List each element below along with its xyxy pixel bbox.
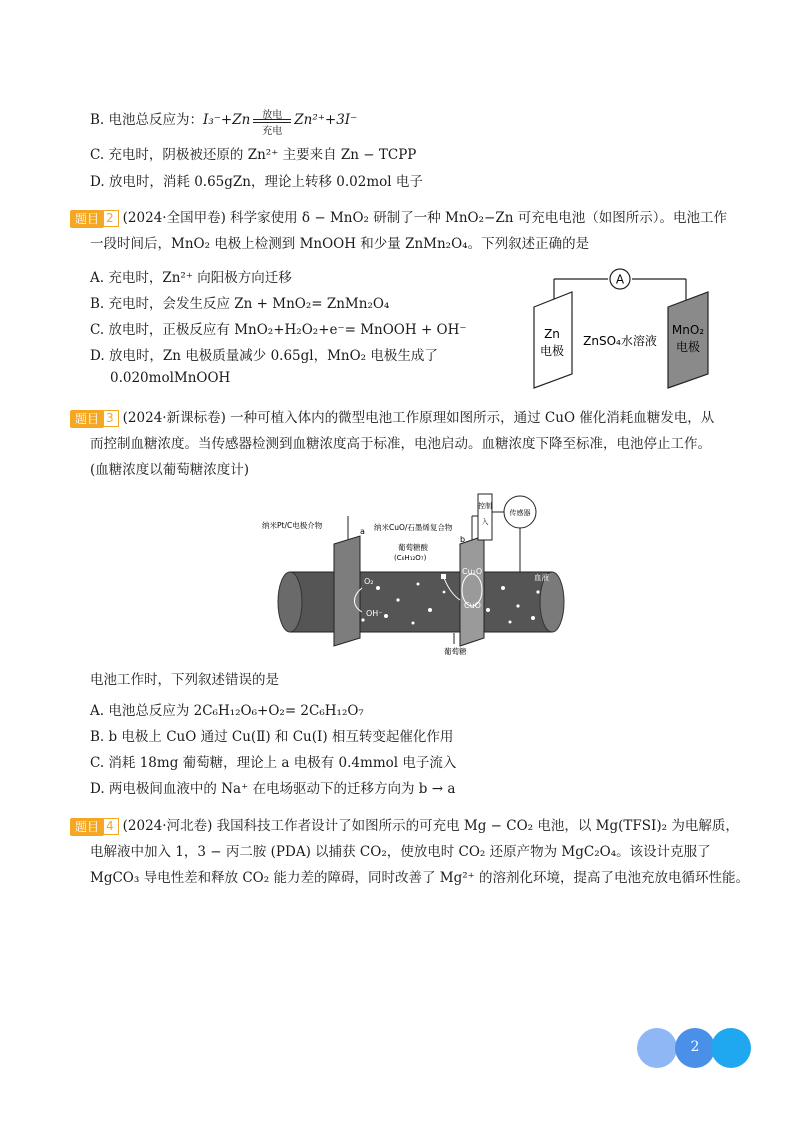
q4-line3: MgCO₃ 导电性差和释放 CO₂ 能力差的障碍，同时改善了 Mg²⁺ 的溶剂化环境，提高了电池充放电循环性能。 (90, 870, 750, 886)
q3-option-B: B. b 电极上 CuO 通过 Cu(Ⅱ) 和 Cu(Ⅰ) 相互转变起催化作用 (90, 729, 454, 745)
electrode-a-material-label: 纳米Pt/C电极介物 (262, 521, 323, 530)
q3-badge: 题目 (70, 410, 104, 428)
q3-header (70, 406, 714, 428)
glucose-label: 葡萄糖 (444, 647, 467, 656)
q2-option-C: C. 放电时，正极反应有 MnO₂+H₂O₂+e⁻= MnOOH + OH⁻ (90, 322, 467, 338)
q4-line2: 电解液中加入 1，3 − 丙二胺 (PDA) 以捕获 CO₂，使放电时 CO₂ 还原产物为 MgC₂O₄。该设计克服了 (90, 844, 711, 860)
control-box (478, 494, 492, 540)
q4-badge: 题目 (70, 818, 104, 836)
control-label-2: 入 (481, 518, 489, 526)
gluconic-acid-label: 葡萄糖酸 (398, 543, 428, 552)
q2-line2: 一段时间后，MnO₂ 电极上检测到 MnOOH 和少量 ZnMn₂O₄。下列叙述正确的是 (90, 236, 590, 252)
zn-mno2-battery-diagram (528, 262, 718, 392)
option-B-eq-left: I₃⁻+Zn (203, 112, 251, 128)
label-b: b (460, 535, 466, 544)
q3-line2: 而控制血糖浓度。当传感器检测到血糖浓度高于标准，电池启动。血糖浓度下降至标准，电池停止工作。 (90, 436, 711, 452)
q4-number: 4 (101, 818, 119, 835)
page-circle-left (637, 1028, 677, 1068)
reaction-arrow (251, 109, 293, 137)
electrolyte-label: ZnSO₄水溶液 (583, 334, 657, 348)
q2-option-B: B. 充电时，会发生反应 Zn + MnO₂= ZnMn₂O₄ (90, 296, 390, 312)
option-B-prefix: B. 电池总反应为： (90, 112, 204, 128)
q2-option-D-line1: D. 放电时，Zn 电极质量减少 0.65gl，MnO₂ 电极生成了 (90, 348, 438, 364)
q3-option-A: A. 电池总反应为 2C₆H₁₂O₆+O₂= 2C₆H₁₂O₇ (90, 703, 364, 719)
blood-label: 血液 (534, 573, 549, 582)
arrow-top-label: 放电 (262, 109, 283, 121)
cu2o-label: Cu₂O (462, 567, 483, 576)
electrode-a (334, 536, 360, 646)
blood-vessel (290, 572, 552, 632)
option-B-total-reaction (90, 108, 358, 137)
q4-line1: (2024·河北卷) 我国科技工作者设计了如图所示的可充电 Mg − CO₂ 电池，以 Mg(TFSI)₂ 为电解质， (122, 818, 739, 834)
electrode-b-material-label: 纳米CuO/石墨烯复合物 (374, 523, 453, 532)
label-a: a (360, 527, 365, 536)
q3-question: 电池工作时，下列叙述错误的是 (90, 672, 279, 688)
zn-electrode-label-2: 电极 (539, 344, 565, 358)
option-B-eq-right: Zn²⁺+3I⁻ (294, 112, 358, 128)
q2-option-D-line2: 0.020molMnOOH (110, 370, 231, 386)
q3-option-D: D. 两电极间血液中的 Na⁺ 在电场驱动下的迁移方向为 b → a (90, 781, 456, 797)
page-number: 2 (690, 1039, 700, 1055)
q2-line1: (2024·全国甲卷) 科学家使用 δ − MnO₂ 研制了一种 MnO₂−Zn 可充电电池（如图所示）。电池工作 (122, 210, 727, 226)
gluconic-acid-formula: (C₆H₁₂O₇) (394, 554, 427, 562)
sensor-label: 传感器 (509, 509, 531, 517)
q2-badge: 题目 (70, 210, 104, 228)
glucose-fuel-cell-diagram (248, 488, 568, 658)
zn-electrode-label: Zn (544, 327, 560, 341)
option-D: D. 放电时，消耗 0.65gZn，理论上转移 0.02mol 电子 (90, 174, 423, 190)
control-label: 控制 (478, 502, 492, 510)
q2-number: 2 (101, 210, 119, 227)
arrow-bottom-label: 充电 (262, 125, 283, 137)
mno2-electrode-label-2: 电极 (675, 340, 701, 354)
ammeter-label: A (615, 272, 625, 287)
q2-option-A: A. 充电时，Zn²⁺ 向阳极方向迁移 (90, 270, 292, 286)
oh-label: OH⁻ (366, 609, 383, 618)
cuo-label: CuO (464, 601, 481, 610)
electrode-b (460, 536, 484, 646)
q3-option-C: C. 消耗 18mg 葡萄糖，理论上 a 电极有 0.4mmol 电子流入 (90, 755, 457, 771)
q3-number: 3 (101, 410, 119, 427)
q2-header (70, 206, 727, 228)
page-circle-right (711, 1028, 751, 1068)
mno2-electrode-label: MnO₂ (671, 323, 705, 337)
q3-line1: (2024·新课标卷) 一种可植入体内的微型电池工作原理如图所示，通过 CuO 催化消耗血糖发电，从 (122, 410, 715, 426)
q3-line3: (血糖浓度以葡萄糖浓度计) (90, 462, 250, 478)
option-C: C. 充电时，阴极被还原的 Zn²⁺ 主要来自 Zn − TCPP (90, 147, 417, 163)
o2-label: O₂ (364, 577, 374, 586)
q4-header (70, 814, 739, 836)
